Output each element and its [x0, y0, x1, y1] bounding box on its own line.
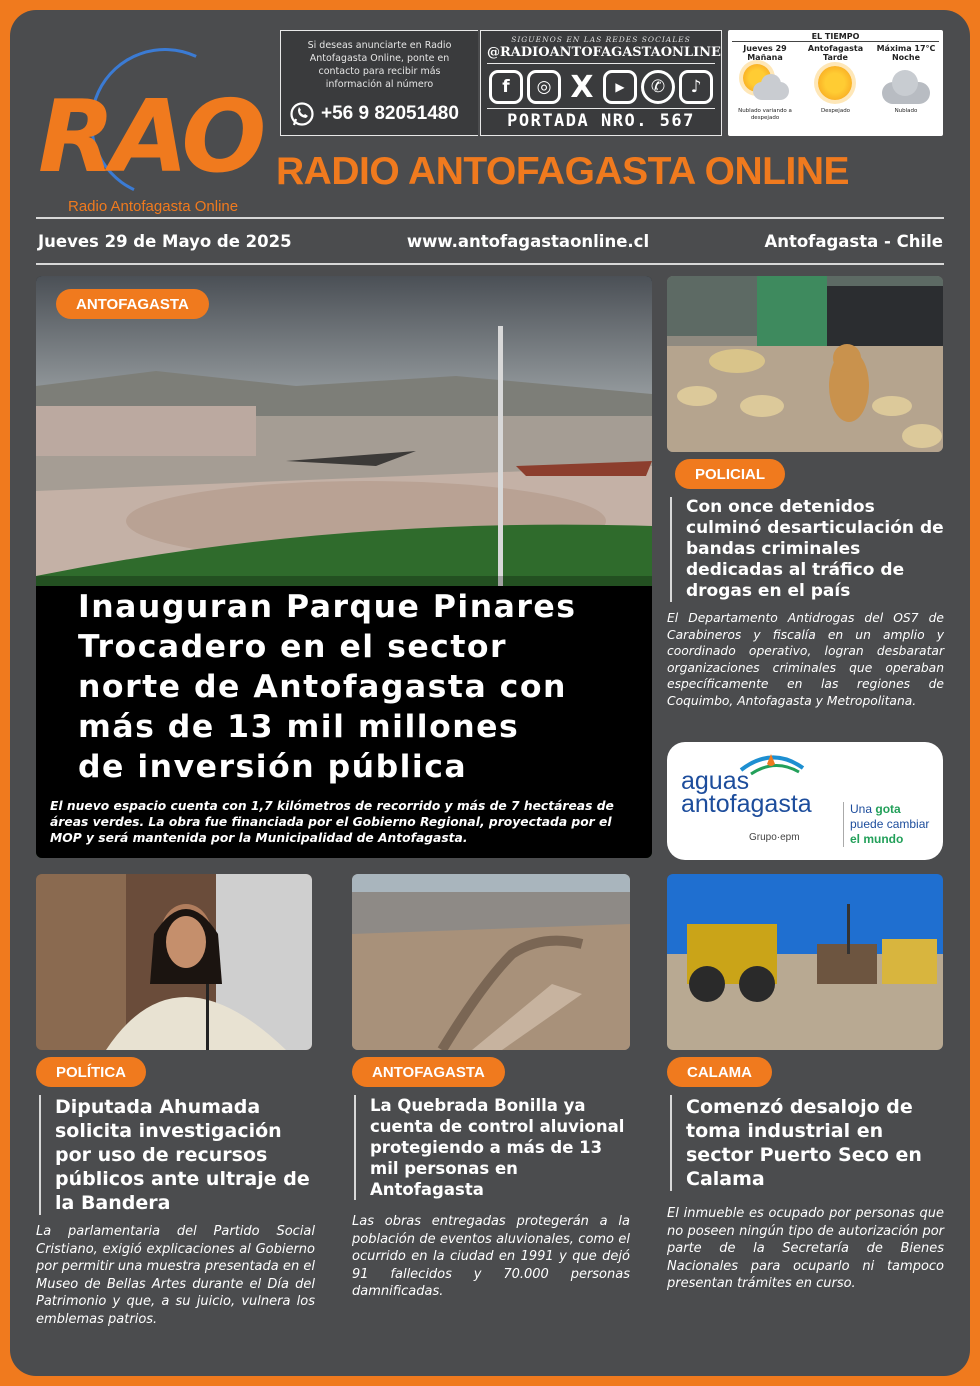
dateline [38, 232, 943, 251]
side-story-summary: El Departamento Antidrogas del OS7 de Carabineros y fiscalía en un amplio y coordinado operativo, logran desbaratar organizaciones criminales que operaban específicamente en las regiones de Coquimbo, Antofagasta y Metropolitana. [667, 611, 944, 708]
quebrada-photo [352, 874, 630, 1050]
advertise-text: Si deseas anunciarte en Radio Antofagasta Online, ponte en contacto para recibir más información al número [307, 40, 452, 90]
weather-label: Noche [891, 53, 921, 62]
deputy-photo [36, 874, 312, 1050]
issue-number: PORTADA NRO. 567 [487, 108, 715, 131]
weather-box [728, 30, 943, 136]
story-tag[interactable]: ANTOFAGASTA [352, 1057, 505, 1087]
story-headline[interactable]: Diputada Ahumada solicita investigación por uso de recursos públicos ante ultraje de la Bandera [39, 1095, 314, 1215]
headline-line: Trocadero en el sector [78, 629, 508, 665]
weather-label: Máxima 17°C [876, 44, 936, 53]
main-story-tag[interactable]: ANTOFAGASTA [56, 289, 209, 319]
side-story-headline[interactable]: Con once detenidos culminó desarticulación de bandas criminales dedicadas al tráfico de drogas en el país [670, 497, 945, 602]
social-box [480, 30, 722, 136]
logo-text: RAO [38, 78, 263, 195]
headline-line: de inversión pública [78, 749, 468, 785]
social-handle[interactable]: @RADIOANTOFAGASTAONLINE [487, 45, 715, 64]
aguas-group: Grupo·epm [749, 832, 800, 843]
site-url[interactable]: www.antofagastaonline.cl [406, 232, 650, 251]
story-summary: La parlamentaria del Partido Social Cristiano, exigió explicaciones al Gobierno por permitir una muestra presentada en el Museo de Bellas Artes durante el Día del Patrimonio y que, a su juicio, vulnera los emblemas patrios. [36, 1224, 315, 1327]
whatsapp-icon [289, 101, 315, 127]
weather-label: Antofagasta [807, 44, 864, 53]
weather-note: Nublado [894, 108, 918, 114]
aguas-line: aguas [681, 767, 750, 795]
weather-morning [732, 44, 798, 122]
story-headline[interactable]: La Quebrada Bonilla ya cuenta de control aluvional protegiendo a más de 13 mil personas en Antofagasta [354, 1095, 634, 1200]
partly-cloudy-icon [739, 64, 791, 108]
facebook-icon[interactable]: f [489, 70, 523, 104]
weather-night [873, 44, 939, 122]
story-headline[interactable]: Comenzó desalojo de toma industrial en sector Puerto Seco en Calama [670, 1095, 945, 1191]
weather-label: Tarde [823, 53, 848, 62]
story-photo-politica[interactable] [36, 874, 312, 1050]
main-story-summary: El nuevo espacio cuenta con 1,7 kilómetros de recorrido y más de 7 hectáreas de áreas verdes. La obra fue financiada por el Gobierno Regional, proyectada por el MOP y será mantenida por la Municipalidad de Antofagasta. [50, 799, 614, 845]
police-photo [667, 276, 943, 452]
slogan-part: el mundo [850, 832, 904, 846]
cloud-icon [880, 64, 932, 108]
story-summary: El inmueble es ocupado por personas que no poseen ningún tipo de autorización por parte de la Secretaría de Bienes Nacionales para ocuparlo ni tampoco presentan trámites en curso. [667, 1206, 944, 1292]
logo[interactable] [38, 48, 288, 223]
social-heading: SIGUENOS EN LAS REDES SOCIALES [511, 35, 691, 44]
story-photo-quebrada[interactable] [352, 874, 630, 1050]
advertise-box [280, 30, 478, 136]
issue-date: Jueves 29 de Mayo de 2025 [38, 232, 292, 251]
youtube-icon[interactable]: ▶ [603, 70, 637, 104]
weather-note: Nublado variando a despejado [738, 108, 792, 121]
advertise-phone[interactable] [289, 101, 470, 127]
site-title: RADIO ANTOFAGASTA ONLINE [276, 150, 849, 193]
divider [36, 263, 944, 265]
slogan-part: puede cambiar [850, 817, 930, 831]
divider [36, 217, 944, 219]
weather-label: Jueves 29 [743, 44, 787, 53]
instagram-icon[interactable]: ◎ [527, 70, 561, 104]
headline-line: más de 13 mil millones [78, 709, 520, 745]
x-icon[interactable]: X [570, 69, 594, 105]
location: Antofagasta - Chile [764, 232, 943, 251]
story-tag[interactable]: CALAMA [667, 1057, 772, 1087]
main-story-headline[interactable] [78, 587, 638, 787]
weather-afternoon [803, 44, 869, 122]
headline-line: norte de Antofagasta con [78, 669, 567, 705]
sun-icon [810, 64, 862, 108]
slogan-part: Una [850, 802, 873, 816]
advertise-phone-number: +56 9 82051480 [321, 103, 459, 124]
aguas-slogan [843, 802, 929, 847]
aguas-logo-text [681, 767, 812, 818]
story-summary: Las obras entregadas protegerán a la población de eventos aluvionales, como el ocurrido en la ciudad en 1991 y que dejó 91 fallecidos y 70.000 personas damnificadas. [352, 1214, 630, 1300]
aguas-line: antofagasta [681, 790, 812, 818]
weather-title: EL TIEMPO [732, 32, 939, 42]
social-icons [487, 70, 715, 104]
story-photo-calama[interactable] [667, 874, 943, 1050]
weather-label: Mañana [747, 53, 783, 62]
side-story-photo[interactable] [667, 276, 943, 452]
slogan-part: gota [875, 802, 901, 816]
side-story-tag[interactable]: POLICIAL [675, 459, 785, 489]
headline-line: Inauguran Parque Pinares [78, 589, 577, 625]
weather-note: Despejado [820, 108, 851, 114]
whatsapp-icon[interactable]: ✆ [641, 70, 675, 104]
aguas-antofagasta-ad[interactable] [667, 742, 943, 860]
tiktok-icon[interactable]: ♪ [679, 70, 713, 104]
front-page [10, 10, 970, 1376]
logo-subtitle: Radio Antofagasta Online [68, 198, 239, 215]
story-tag[interactable]: POLÍTICA [36, 1057, 146, 1087]
eviction-photo [667, 874, 943, 1050]
